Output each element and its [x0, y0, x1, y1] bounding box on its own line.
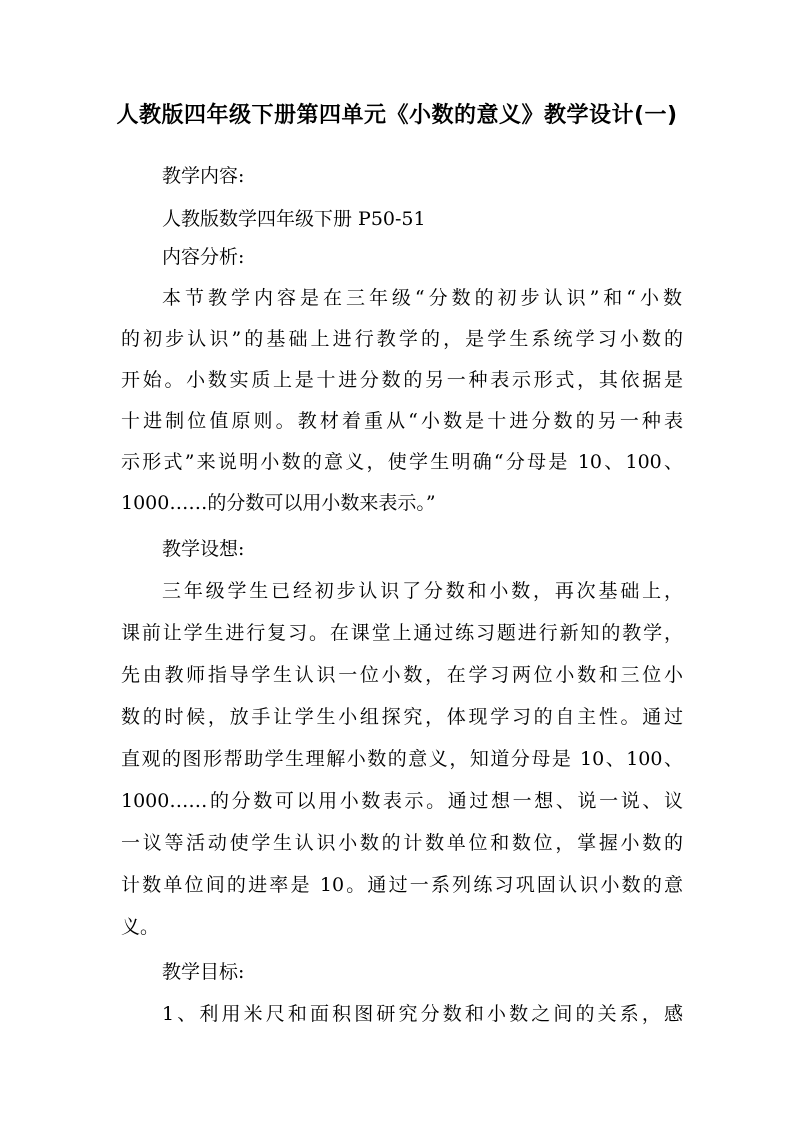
paragraph-line: 人教版数学四年级下册 P50-51 [162, 208, 426, 230]
paragraph-line: 十进制位值原则。教材着重从“小数是十进分数的另一种表 [121, 410, 683, 432]
paragraph-line: 1000……的分数可以用小数表示。通过想一想、说一说、议 [121, 790, 683, 812]
paragraph-line: 开始。小数实质上是十进分数的另一种表示形式，其依据是 [121, 369, 683, 391]
section-heading-content: 教学内容: [162, 165, 245, 187]
paragraph-line: 直观的图形帮助学生理解小数的意义，知道分母是 10、100、 [121, 748, 683, 770]
document-title: 人教版四年级下册第四单元《小数的意义》教学设计(一) [116, 103, 678, 128]
paragraph-line: 一议等活动使学生认识小数的计数单位和数位，掌握小数的 [121, 832, 683, 854]
paragraph-line: 本节教学内容是在三年级“分数的初步认识”和“小数 [162, 287, 682, 309]
paragraph-line: 课前让学生进行复习。在课堂上通过练习题进行新知的教学， [121, 622, 683, 644]
paragraph-line: 义。 [121, 916, 160, 938]
section-heading-design: 教学设想: [162, 538, 245, 560]
paragraph-line: 示形式”来说明小数的意义，使学生明确“分母是 10、100、 [121, 451, 683, 473]
paragraph-line: 1000……的分数可以用小数来表示。” [121, 492, 436, 514]
section-heading-objectives: 教学目标: [162, 961, 245, 983]
paragraph-line: 1、利用米尺和面积图研究分数和小数之间的关系，感 [162, 1003, 683, 1025]
paragraph-line: 数的时候，放手让学生小组探究，体现学习的自主性。通过 [121, 706, 683, 728]
paragraph-line: 先由教师指导学生认识一位小数，在学习两位小数和三位小 [121, 664, 683, 686]
paragraph-line: 的初步认识”的基础上进行教学的，是学生系统学习小数的 [121, 328, 683, 350]
paragraph-line: 三年级学生已经初步认识了分数和小数，再次基础上， [162, 580, 683, 602]
section-heading-analysis: 内容分析: [162, 246, 245, 268]
paragraph-line: 计数单位间的进率是 10。通过一系列练习巩固认识小数的意 [121, 874, 683, 896]
